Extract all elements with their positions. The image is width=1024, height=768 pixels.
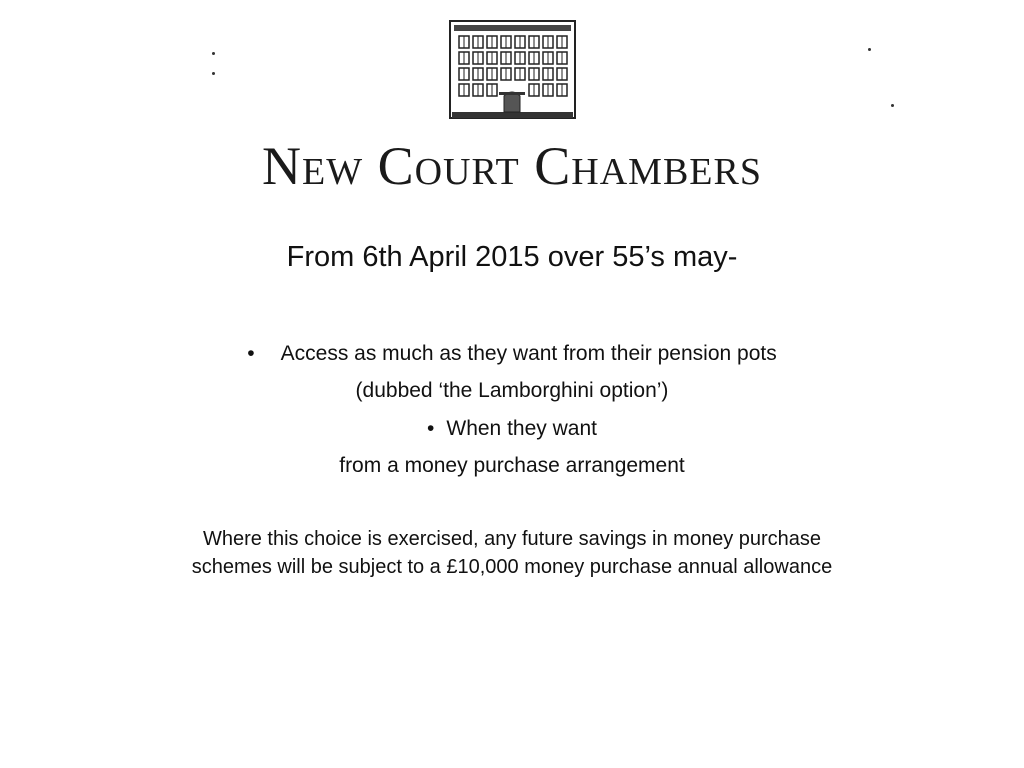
bullet-text: Access as much as they want from their pension pots: [280, 342, 777, 365]
allowance-note: Where this choice is exercised, any future savings in money purchase schemes will be subject to a £10,000 money purchase annual allowance: [191, 528, 833, 578]
speck: [212, 72, 215, 75]
speck: [212, 52, 215, 55]
speck: [891, 104, 894, 107]
bullet-marker: •: [247, 342, 255, 365]
speck: [868, 48, 871, 51]
building-logo-icon: [449, 20, 576, 120]
bullet-item: [0, 340, 1024, 368]
bullet-continuation: (dubbed ‘the Lamborghini option’): [355, 379, 669, 402]
slide-heading: From 6th April 2015 over 55’s may-: [286, 241, 738, 273]
bullet-text: When they want: [446, 417, 597, 440]
bullet-continuation: from a money purchase arrangement: [339, 454, 685, 477]
bullet-item: [0, 415, 1024, 443]
brand-name: New Court Chambers: [262, 136, 762, 196]
bullet-marker: •: [427, 417, 435, 440]
